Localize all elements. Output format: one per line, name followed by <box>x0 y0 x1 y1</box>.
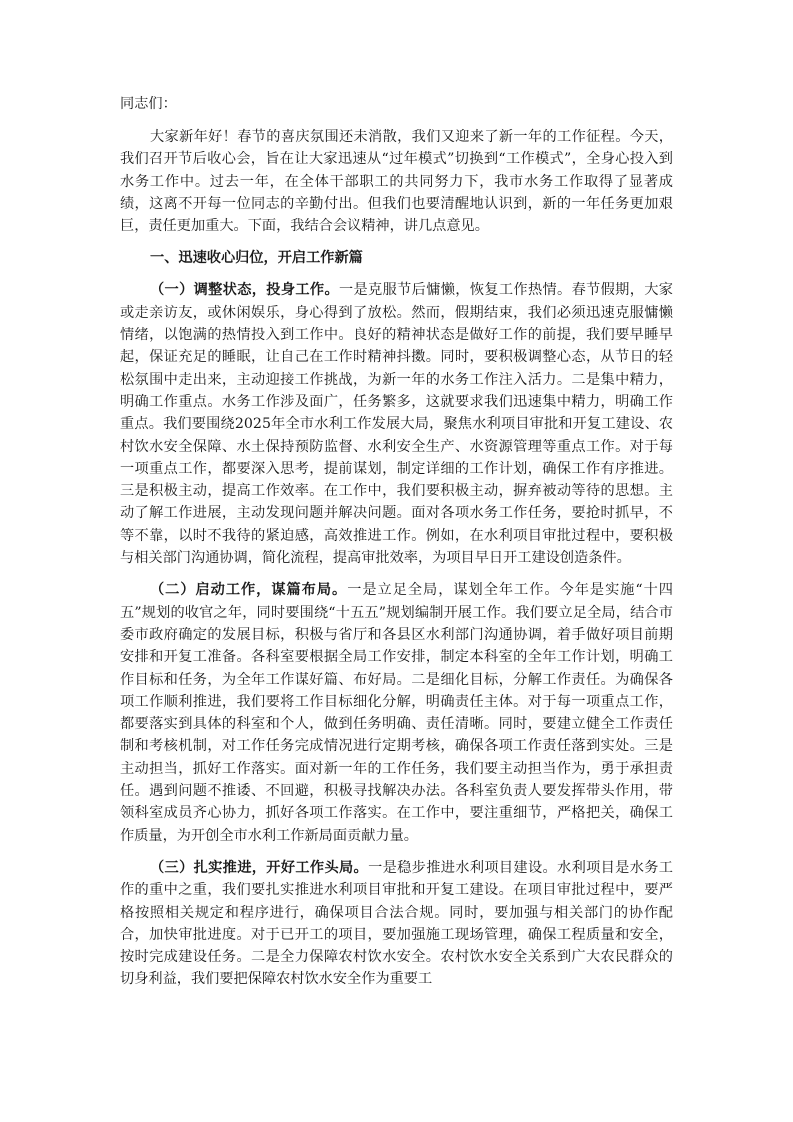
subsection-2-lead: （二）启动工作，谋篇布局。 <box>150 582 348 599</box>
intro-paragraph: 大家新年好！春节的喜庆氛围还未消散，我们又迎来了新一年的工作征程。今天，我们召开节后收心会，旨在让大家迅速从“过年模式”切换到“工作模式”，全身心投入到水务工作中。过去一年，在全体干部职工的共同努力下，我市水务工作取得了显著成绩，这离不开每一位同志的辛勤付出。但我们也要清醒地认识到，新的一年任务更加艰巨，责任更加重大。下面，我结合会议精神，讲几点意见。 <box>120 129 673 235</box>
subsection-1-lead: （一）调整状态，投身工作。 <box>150 282 339 299</box>
subsection-2-text: 一是立足全局，谋划全年工作。今年是实施“十四五”规划的收官之年，同时要围绕“十五五”规划编制开展工作。我们要立足全局，结合市委市政府确定的发展目标，积极与省厅和各县区水利部门沟通协调，着手做好项目前期安排和开复工准备。各科室要根据全局工作安排，制定本科室的全年工作计划，明确工作目标和任务，为全年工作谋好篇、布好局。二是细化目标，分解工作责任。为确保各项工作顺利推进，我们要将工作目标细化分解，明确责任主体。对于每一项重点工作，都要落实到具体的科室和个人，做到任务明确、责任清晰。同时，要建立健全工作责任制和考核机制，对工作任务完成情况进行定期考核，确保各项工作责任落到实处。三是主动担当，抓好工作落实。面对新一年的工作任务，我们要主动担当作为，勇于承担责任。遇到问题不推诿、不回避，积极寻找解决办法。各科室负责人要发挥带头作用，带领科室成员齐心协力，抓好各项工作落实。在工作中，要注重细节，严格把关，确保工作质量，为开创全市水利工作新局面贡献力量。 <box>120 582 673 844</box>
subsection-3 <box>120 857 673 991</box>
subsection-1 <box>120 279 673 569</box>
subsection-3-lead: （三）扎实推进，开好工作头局。 <box>150 859 369 876</box>
document-page <box>120 93 673 1001</box>
section-heading-1: 一、迅速收心归位，开启工作新篇 <box>150 250 363 267</box>
subsection-3-text: 一是稳步推进水利项目建设。水利项目是水务工作的重中之重，我们要扎实推进水利项目审批和开复工建设。在项目审批过程中，要严格按照相关规定和程序进行，确保项目合法合规。同时，要加强与相关部门的协作配合，加快审批进度。对于已开工的项目，要加强施工现场管理，确保工程质量和安全，按时完成建设任务。二是全力保障农村饮水安全。农村饮水安全关系到广大农民群众的切身利益，我们要把保障农村饮水安全作为重要工 <box>120 859 673 988</box>
subsection-1-text: 一是克服节后慵懒，恢复工作热情。春节假期，大家或走亲访友，或休闲娱乐，身心得到了放松。然而，假期结束，我们必须迅速克服慵懒情绪，以饱满的热情投入到工作中。良好的精神状态是做好工作的前提，我们要早睡早起，保证充足的睡眠，让自己在工作时精神抖擞。同时，要积极调整心态，从节日的轻松氛围中走出来，主动迎接工作挑战，为新一年的水务工作注入活力。二是集中精力，明确工作重点。水务工作涉及面广，任务繁多，这就要求我们迅速集中精力，明确工作重点。我们要围绕2025年全市水利工作发展大局，聚焦水利项目审批和开复工建设、农村饮水安全保障、水土保持预防监督、水利安全生产、水资源管理等重点工作。对于每一项重点工作，都要深入思考，提前谋划，制定详细的工作计划，确保工作有序推进。三是积极主动，提高工作效率。在工作中，我们要积极主动，摒弃被动等待的思想。主动了解工作进展，主动发现问题并解决问题。面对各项水务工作任务，要抢时抓早，不等不靠，以时不我待的紧迫感，高效推进工作。例如，在水利项目审批过程中，要积极与相关部门沟通协调，简化流程，提高审批效率，为项目早日开工建设创造条件。 <box>120 282 673 567</box>
salutation: 同志们： <box>120 96 177 112</box>
subsection-2 <box>120 579 673 847</box>
